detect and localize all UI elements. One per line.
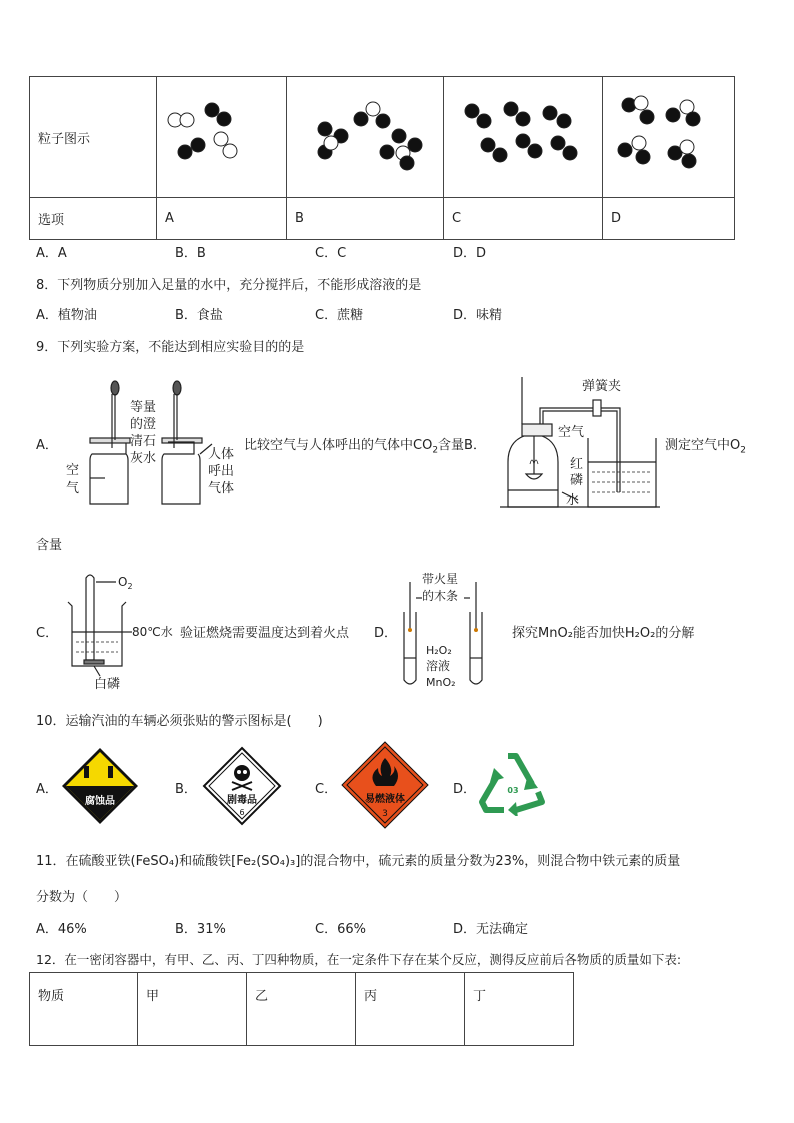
phosphorus-label: 磷 (570, 473, 584, 488)
q9-option-c-text[interactable]: 验证燃烧需要温度达到着火点 (180, 626, 350, 641)
water-label: 水 (566, 493, 580, 508)
q12-stem: 12．在一密闭容器中，有甲、乙、丙、丁四种物质，在一定条件下存在某个反应，测得反应前后各物质的质量如下表: (36, 952, 682, 967)
particle-diagram-d (603, 77, 734, 193)
table-header-cell (246, 973, 355, 1046)
particle-cell-d (603, 77, 735, 198)
dropper-label: 等量 (130, 400, 157, 415)
sign-b-text: 剧毒品 (227, 795, 257, 806)
option-label-b: B (295, 211, 304, 226)
q10-option-b-letter[interactable]: B． (175, 782, 197, 797)
q9-a-text-sub: 2 (432, 445, 439, 456)
air-label: 空 (66, 463, 80, 478)
breath-label: 人体 (208, 447, 235, 462)
option-label-c: C (452, 211, 462, 226)
sign-c-number: 3 (382, 809, 388, 819)
answer-option[interactable]: B．31% (175, 922, 226, 937)
breath-label: 气体 (208, 481, 235, 496)
option-row-label: 选项 (38, 213, 65, 228)
q9-b-text-cont: 含量 (36, 538, 63, 553)
phosphorus-label: 红 (570, 457, 584, 472)
q10-stem: 10．运输汽油的车辆必须张贴的警示图标是( ) (36, 714, 323, 729)
q9-option-a-text[interactable] (244, 434, 486, 456)
oxygen-label-main: O (118, 575, 128, 589)
row-label-cell (30, 77, 157, 198)
table-header-cell (355, 973, 464, 1046)
q11-fe2so43: [Fe₂(SO₄)₃] (231, 854, 301, 869)
q11-stem (36, 850, 680, 869)
q11-stem-line2: 分数为（ ） (36, 890, 128, 905)
option-cell (287, 198, 444, 240)
q10-option-a-letter[interactable]: A． (36, 782, 58, 797)
answer-option[interactable]: D．无法确定 (453, 922, 529, 937)
sign-c-text: 易燃液体 (365, 794, 405, 805)
corrosive-sign-icon (60, 746, 140, 826)
breath-label: 呼出 (208, 464, 235, 479)
row-label-cell (30, 198, 157, 240)
q11-stem-post: 的混合物中，硫元素的质量分数为23%，则混合物中铁元素的质量 (300, 854, 681, 869)
sign-d-text: 03 (507, 786, 519, 795)
answer-option[interactable]: C．66% (315, 922, 366, 937)
table-header-cell (30, 973, 138, 1046)
q11-feso4: (FeSO₄) (130, 854, 180, 869)
oxygen-label (118, 575, 133, 591)
q8-stem: 8．下列物质分别加入足量的水中，充分搅拌后，不能形成溶液的是 (36, 278, 422, 293)
q9-option-d-letter[interactable]: D． (374, 626, 398, 641)
answer-option[interactable]: A．植物油 (36, 308, 97, 323)
sign-b-number: 6 (239, 808, 245, 817)
q9-a-text-pre: 比较空气与人体呼出的气体中CO (244, 438, 433, 453)
oxygen-label-sub: 2 (127, 582, 133, 591)
jar-air-label: 空气 (558, 425, 585, 440)
dropper-label: 灰水 (130, 451, 157, 466)
toxic-sign-icon (202, 746, 282, 826)
catalyst-test-apparatus (400, 568, 510, 692)
glowing-stick-label: 的木条 (422, 589, 459, 603)
particle-cell-a (157, 77, 287, 198)
solution-label: 溶液 (426, 659, 451, 673)
combustion-temperature-apparatus (60, 568, 184, 690)
q9-option-c-letter[interactable]: C． (36, 626, 59, 641)
dropper-label: 的澄 (130, 417, 157, 432)
answer-option[interactable]: B．食盐 (175, 308, 223, 323)
sign-a-text: 腐蚀品 (85, 796, 115, 807)
oxygen-measurement-apparatus (500, 372, 660, 512)
dropper-label: 清石 (130, 434, 157, 449)
answer-option[interactable]: D．味精 (453, 308, 503, 323)
q9-option-b-text[interactable] (665, 434, 746, 456)
answer-option[interactable]: A．46% (36, 922, 87, 937)
q7-options (0, 242, 794, 260)
particle-row-label: 粒子图示 (38, 131, 91, 147)
q11-stem-mid: 和硫酸铁 (179, 854, 232, 869)
answer-option[interactable]: B．B (175, 246, 206, 261)
q9-b-text-pre: 测定空气中O (665, 438, 741, 453)
table-header: 丙 (363, 989, 377, 1004)
q11-options (0, 918, 794, 936)
table-header: 甲 (146, 989, 160, 1004)
particle-cell-c (444, 77, 603, 198)
flammable-liquid-sign-icon (340, 740, 430, 830)
co2-comparison-apparatus (60, 378, 244, 508)
hot-water-label: 80℃水 (132, 625, 173, 639)
particle-cell-b (287, 77, 444, 198)
q9-stem: 9．下列实验方案，不能达到相应实验目的的是 (36, 340, 305, 355)
option-label-a: A (165, 211, 174, 226)
particle-table (29, 76, 735, 240)
q9-option-a-letter[interactable]: A． (36, 438, 58, 453)
option-cell (444, 198, 603, 240)
option-label-d: D (611, 211, 622, 226)
answer-option[interactable]: C．C (315, 246, 347, 261)
table-header-cell (464, 973, 573, 1046)
option-cell (157, 198, 287, 240)
q9-option-d-text[interactable]: 探究MnO₂能否加快H₂O₂的分解 (512, 626, 695, 641)
answer-option[interactable]: D．D (453, 246, 487, 261)
answer-option[interactable]: C．蔗糖 (315, 308, 364, 323)
q9-b-text-sub: 2 (740, 445, 746, 456)
table-header: 物质 (38, 989, 65, 1004)
option-cell (603, 198, 735, 240)
particle-diagram-c (444, 77, 602, 193)
q9-a-text-post: 含量B． (438, 438, 486, 453)
q8-options (0, 304, 794, 322)
table-header: 乙 (254, 989, 268, 1004)
recycle-sign-icon (476, 748, 550, 816)
q10-option-c-letter[interactable]: C． (315, 782, 338, 797)
glowing-stick-label: 带火星 (422, 572, 459, 586)
q10-option-d-letter[interactable]: D． (453, 782, 477, 797)
table-header: 丁 (472, 989, 486, 1004)
particle-diagram-b (287, 77, 443, 193)
q11-stem-pre: 11．在硫酸亚铁 (36, 854, 131, 869)
table-header-cell (138, 973, 247, 1046)
mass-table (29, 972, 574, 1046)
air-label: 气 (66, 481, 80, 496)
clip-label: 弹簧夹 (582, 379, 622, 394)
h2o2-label: H₂O₂ (426, 644, 452, 657)
white-phosphorus-label: 白磷 (94, 677, 121, 690)
particle-diagram-a (157, 77, 286, 193)
answer-option[interactable]: A．A (36, 246, 67, 261)
mno2-label: MnO₂ (426, 676, 456, 689)
